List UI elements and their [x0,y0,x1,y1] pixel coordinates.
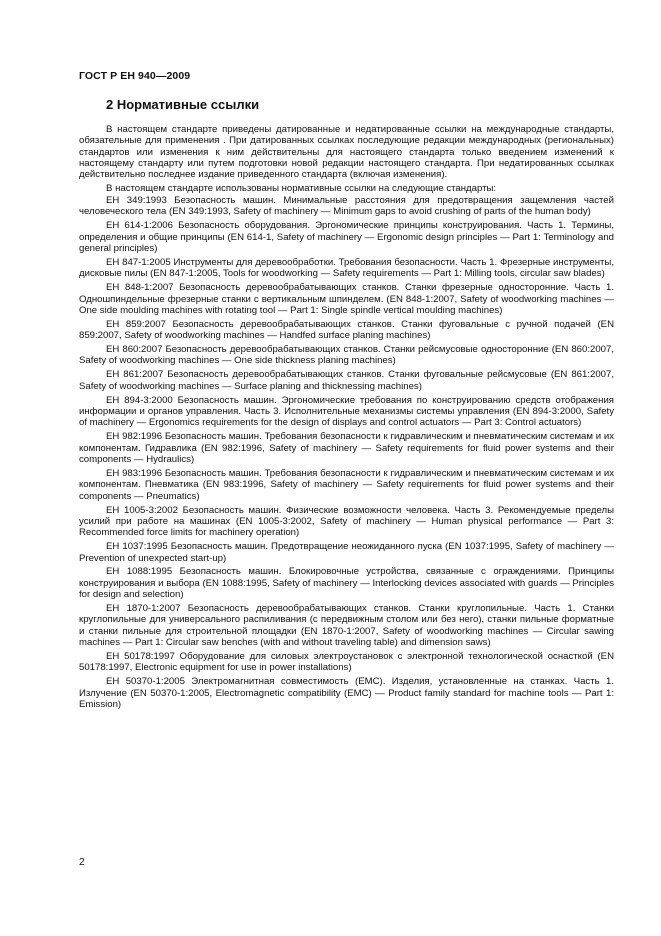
page-number: 2 [79,857,85,868]
intro-paragraph: В настоящем стандарте приведены датированные и недатированные ссылки на международные стандарты, обязательные для применения . При датированных ссылках последующие редакции международных (региональных) стандартов или изменения к ним действительны для настоящего стандарта только введением изменений к настоящему стандарту или путем подготовки новой редакции настоящего стандарта. При недатированных ссылках действительно последнее издание приведенного стандарта (включая изменения). [79,124,614,181]
intro-paragraph: В настоящем стандарте использованы нормативные ссылки на следующие стандарты: [106,183,497,195]
reference-item: ЕН 1005-3:2002 Безопасность машин. Физические возможности человека. Часть 3. Рекомендуемые пределы усилий при работе на машинах (EN 1005-3:2002, Safety of machinery — Human physical performance — Part 3: Recommended force limits for machinery operation) [79,504,614,539]
reference-item: ЕН 349:1993 Безопасность машин. Минимальные расстояния для предотвращения защемления частей человеческого тела (EN 349:1993, Safety of machinery — Minimum gaps to avoid crushing of parts of the human body) [79,195,614,218]
reference-item: ЕН 982:1996 Безопасность машин. Требования безопасности к гидравлическим и пневматическим системам и их компонентам. Гидравлика (EN 982:1996, Safety of machinery — Safety requirements for fluid power systems and their components — Hydraulics) [79,431,614,466]
section-title: 2 Нормативные ссылки [106,97,260,112]
reference-item: ЕН 859:2007 Безопасность деревообрабатывающих станков. Станки фуговальные с ручной подачей (EN 859:2007, Safety of woodworking machines — Handfed surface planing machines) [79,318,614,342]
section-content [79,124,614,713]
reference-item: ЕН 848-1:2007 Безопасность деревообрабатывающих станков. Станки фрезерные односторонние. Часть 1. Одношпиндельные фрезерные станки с вертикальным шпинделем. (EN 848-1:2007, Safety of woodworking machines — One side moulding machines with rotating tool — Part 1: Single spindle vertical moulding machines) [79,282,614,316]
reference-item: ЕН 50370-1:2005 Электромагнитная совместимость (EMC). Изделия, установленные на станках. Часть 1. Излучение (EN 50370-1:2005, Electromagnetic compatibility (EMC) — Product family standard for machine tools — Part 1: Emission) [79,676,614,711]
reference-item: ЕН 894-3:2000 Безопасность машин. Эргономические требования по конструированию средств отображения информации и органов управления. Часть 3. Исполнительные механизмы системы управления (EN 894-3:2000, Safety of machinery — Ergonomics requirements for the design of displays and control actuators — Part 3: Control actuators) [79,394,614,429]
document-header: ГОСТ Р ЕН 940—2009 [79,70,191,82]
reference-item: ЕН 1088:1995 Безопасность машин. Блокировочные устройства, связанные с ограждениями. Принципы конструирования и выбора (EN 1088:1995, Safety of machinery — Interlocking devices associated with guards — Principles for design and selection) [79,566,614,601]
reference-item: ЕН 860:2007 Безопасность деревообрабатывающих станков. Станки рейсмусовые односторонние (EN 860:2007, Safety of woodworking machines — One side thickness planing machines) [79,344,614,367]
reference-item: ЕН 847-1:2005 Инструменты для деревообработки. Требования безопасности. Часть 1. Фрезерные инструменты, дисковые пилы (EN 847-1:2005, Tools for woodworking — Safety requirements — Part 1: Milling tools, circular saw blades) [79,256,614,280]
reference-item: ЕН 861:2007 Безопасность деревообрабатывающих станков. Станки фуговальные рейсмусовые (EN 861:2007, Safety of woodworking machines — Surface planing and thicknessing machines) [79,369,614,392]
reference-item: ЕН 983:1996 Безопасность машин. Требования безопасности к гидравлическим и пневматическим системам и их компонентам. Пневматика (EN 983:1996, Safety of machinery — Safety requirements for fluid power systems and their components — Pneumatics) [79,467,614,502]
reference-item: ЕН 1037:1995 Безопасность машин. Предотвращение неожиданного пуска (EN 1037:1995, Safety of machinery — Prevention of unexpected start-up) [79,541,614,564]
reference-item: ЕН 614-1:2006 Безопасность оборудования. Эргономические принципы конструирования. Часть 1. Термины, определения и общие принципы (EN 614-1, Safety of machinery — Ergonomic design principles — Part 1: Terminology and general principles) [79,220,614,255]
reference-item: ЕН 1870-1:2007 Безопасность деревообрабатывающих станков. Станки круглопильные. Часть 1. Станки круглопильные для универсального распиливания (с передвижным столом или без него), станки пильные форматные и станки пильные для строительной площадки (EN 1870-1:2007, Safety of woodworking machines — Circular sawing machines — Part 1: Circular saw benches (with and without traveling table) and dimension saws) [79,603,614,649]
reference-item: ЕН 50178:1997 Оборудование для силовых электроустановок с электронной технологической оснасткой (EN 50178:1997, Electronic equipment for use in power installations) [79,651,614,674]
